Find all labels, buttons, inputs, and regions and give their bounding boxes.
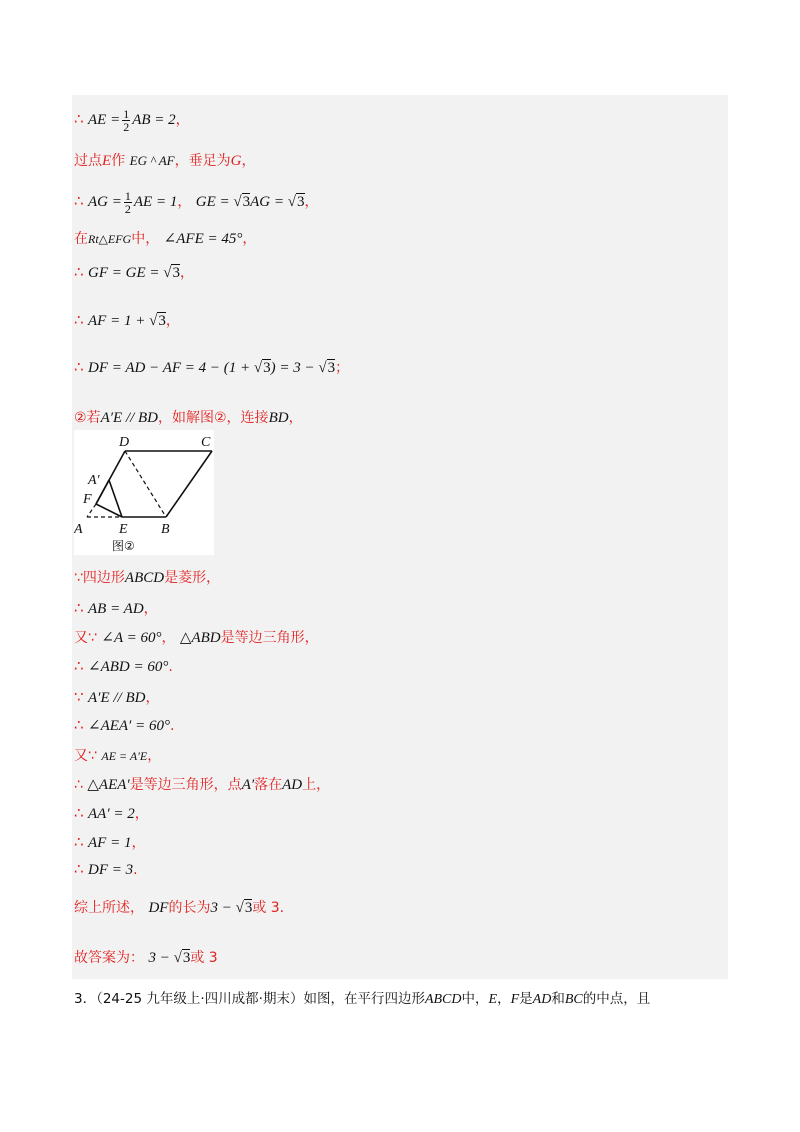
math-text: ∠ABD = 60° <box>88 659 169 675</box>
solution-line-8 <box>74 407 303 427</box>
math-text: GF = GE = <box>88 265 160 281</box>
therefore-symbol: ∴ <box>74 777 83 793</box>
math-text: AE = 1 <box>133 193 178 210</box>
math-text: E <box>488 992 498 1007</box>
text: 四边形 <box>82 570 125 586</box>
sqrt-radicand: 3 <box>244 900 253 916</box>
edge-cb <box>166 451 212 517</box>
math-var: G <box>230 153 242 169</box>
math-text: Rt△EFG <box>88 232 132 246</box>
label-b: B <box>161 522 170 537</box>
because-symbol: ∵ <box>74 688 84 706</box>
math-text: A′ <box>241 777 255 793</box>
label-f: F <box>83 492 92 507</box>
solution-line-5 <box>74 262 194 282</box>
text: 中， <box>461 991 489 1007</box>
math: GE = √3AG = √3 <box>195 193 305 210</box>
solution-line-3 <box>74 190 319 215</box>
math-text: ABCD <box>124 570 165 586</box>
therefore-symbol: ∴ <box>74 263 84 281</box>
label-a1: A′ <box>88 473 100 488</box>
text: 或 3 <box>190 950 218 966</box>
text: 是等边三角形， <box>220 630 319 646</box>
solution-line-4 <box>74 228 256 248</box>
text: 又 <box>74 748 88 764</box>
label-d: D <box>119 435 130 450</box>
question-3 <box>74 987 650 1008</box>
sqrt-radicand: 3 <box>297 193 305 210</box>
therefore-symbol: ∴ <box>74 657 84 675</box>
fraction-den: 2 <box>124 202 131 216</box>
punct: ， <box>165 313 180 329</box>
label-a: A <box>74 522 83 537</box>
label-e: E <box>119 522 128 537</box>
fraction-num: 1 <box>123 107 130 121</box>
rhombus-figure <box>74 430 214 555</box>
solution-line-13 <box>74 687 159 707</box>
math-text: BD <box>268 410 289 426</box>
solution-line-7 <box>74 357 349 377</box>
math-text: ) = 3 − <box>270 360 315 376</box>
punct: . <box>133 862 138 878</box>
math-text: EG ^ AF <box>129 153 175 168</box>
solution-line-21 <box>74 947 218 967</box>
punct: ， <box>242 231 257 247</box>
math-text: AF = 1 <box>88 835 132 851</box>
math-text: 3 − <box>148 950 170 966</box>
math: 3 − √3 <box>210 900 253 916</box>
text: 上， <box>302 777 331 793</box>
solution-line-1 <box>74 108 190 133</box>
punct: ， <box>134 806 149 822</box>
sqrt-radicand: 3 <box>242 193 251 210</box>
solution-line-20 <box>74 897 284 917</box>
sqrt-radicand: 3 <box>158 313 166 329</box>
solution-line-16 <box>74 774 330 794</box>
text: 是 <box>519 991 533 1007</box>
solution-line-2 <box>74 150 255 170</box>
punct: ， <box>177 193 192 210</box>
math-text: DF = 3 <box>88 862 134 878</box>
math <box>88 107 176 134</box>
because-symbol: ∵ <box>74 570 83 586</box>
sqrt-radicand: 3 <box>327 360 336 376</box>
text: 作 <box>111 153 126 169</box>
text: 如图，在平行四边形 <box>303 991 425 1007</box>
math-text: AE = <box>88 111 121 128</box>
therefore-symbol: ∴ <box>74 109 84 128</box>
solution-line-6 <box>74 310 180 330</box>
solution-line-12 <box>74 657 173 676</box>
math-text: AA′ = 2 <box>88 806 135 822</box>
because-symbol: ∵ <box>88 748 97 764</box>
math-text: AD <box>282 777 303 793</box>
math-text: ∠AFE = 45° <box>163 231 243 247</box>
math-text: △AEA′ <box>87 777 130 793</box>
therefore-symbol: ∴ <box>74 860 84 878</box>
punct: ， <box>288 410 303 426</box>
text: ， <box>161 630 176 646</box>
math-text: 3 − <box>210 900 232 916</box>
punct: ， <box>179 265 194 281</box>
therefore-symbol: ∴ <box>74 599 84 617</box>
sqrt-radicand: 3 <box>182 950 191 966</box>
sqrt-radicand: 3 <box>172 265 180 281</box>
math-text: DF = AD − AF = 4 − (1 + <box>88 360 251 376</box>
therefore-symbol: ∴ <box>74 311 84 329</box>
math-text: AG = <box>88 193 122 210</box>
math-text: △ABD <box>179 630 221 646</box>
fraction <box>122 108 130 133</box>
math-text: BC <box>564 992 583 1007</box>
sqrt-radicand: 3 <box>263 360 271 376</box>
fraction <box>124 190 132 215</box>
label-c: C <box>201 435 211 450</box>
math-text: ∠AEA′ = 60° <box>88 718 170 734</box>
math-text: ∠A = 60° <box>101 630 162 646</box>
punct: ； <box>335 360 350 376</box>
text: ，如解图②，连接 <box>158 410 269 426</box>
math-text: AE = A′E <box>101 749 148 763</box>
text: 的中点，且 <box>582 991 651 1007</box>
punct: . <box>168 659 173 675</box>
solution-line-11 <box>74 627 319 647</box>
text: 在 <box>74 231 88 247</box>
text: ②若 <box>74 410 101 426</box>
text: 综上所述， <box>74 900 144 916</box>
math <box>88 189 178 216</box>
math: DF = AD − AF = 4 − (1 + √3) = 3 − √3 <box>88 360 336 376</box>
math-text: AB = 2 <box>132 111 176 128</box>
text: ，垂足为 <box>174 153 231 169</box>
math-text: F <box>510 992 520 1007</box>
solution-line-17 <box>74 803 149 823</box>
text: ， <box>497 991 511 1007</box>
punct: ， <box>131 835 146 851</box>
punct: ， <box>147 748 162 764</box>
punct: ， <box>175 111 190 128</box>
diagonal-db <box>125 451 166 517</box>
math-text: ABCD <box>424 992 462 1007</box>
text: 落在 <box>254 777 283 793</box>
math-text: A′E // BD <box>100 410 158 426</box>
therefore-symbol: ∴ <box>74 191 84 210</box>
therefore-symbol: ∴ <box>74 833 84 851</box>
math-text: GE = <box>195 193 230 210</box>
math-text: AB = AD <box>88 601 144 617</box>
punct: ， <box>143 601 158 617</box>
math: GF = GE = √3 <box>88 265 180 281</box>
punct: ， <box>304 193 319 210</box>
figure-svg <box>74 430 214 555</box>
math-text: AF = 1 + <box>88 313 146 329</box>
math-var: E <box>102 153 112 169</box>
text: 和 <box>551 991 565 1007</box>
solution-line-19 <box>74 860 138 879</box>
text: 故答案为： <box>74 950 144 966</box>
fraction-num: 1 <box>124 189 131 203</box>
punct: . <box>169 718 175 734</box>
math-text: DF <box>148 900 169 916</box>
because-symbol: ∵ <box>88 630 97 646</box>
therefore-symbol: ∴ <box>74 716 84 734</box>
solution-line-14 <box>74 716 174 735</box>
solution-line-18 <box>74 832 145 852</box>
math-text: AD <box>532 992 552 1007</box>
math-text: A′E // BD <box>88 690 146 706</box>
text: 是等边三角形，点 <box>129 777 242 793</box>
text: 或 3. <box>252 900 285 916</box>
question-source: （24-25 九年级上·四川成都·期末） <box>96 991 304 1007</box>
punct: ， <box>145 690 160 706</box>
text: 又 <box>74 630 88 646</box>
math: 3 − √3 <box>148 950 191 966</box>
text: 是菱形， <box>164 570 221 586</box>
solution-line-10 <box>74 598 158 618</box>
therefore-symbol: ∴ <box>74 358 84 376</box>
fraction-den: 2 <box>123 120 130 134</box>
text: 过点 <box>74 153 102 169</box>
punct: ， <box>241 153 256 169</box>
solution-line-9 <box>74 567 220 587</box>
therefore-symbol: ∴ <box>74 804 84 822</box>
math-text: AG = <box>250 193 285 210</box>
math: AF = 1 + √3 <box>88 313 166 329</box>
solution-line-15 <box>74 745 161 765</box>
figure-caption: 图② <box>112 539 135 553</box>
text: 中， <box>131 231 160 247</box>
question-number: 3． <box>74 991 97 1007</box>
text: 的长为 <box>168 900 211 916</box>
